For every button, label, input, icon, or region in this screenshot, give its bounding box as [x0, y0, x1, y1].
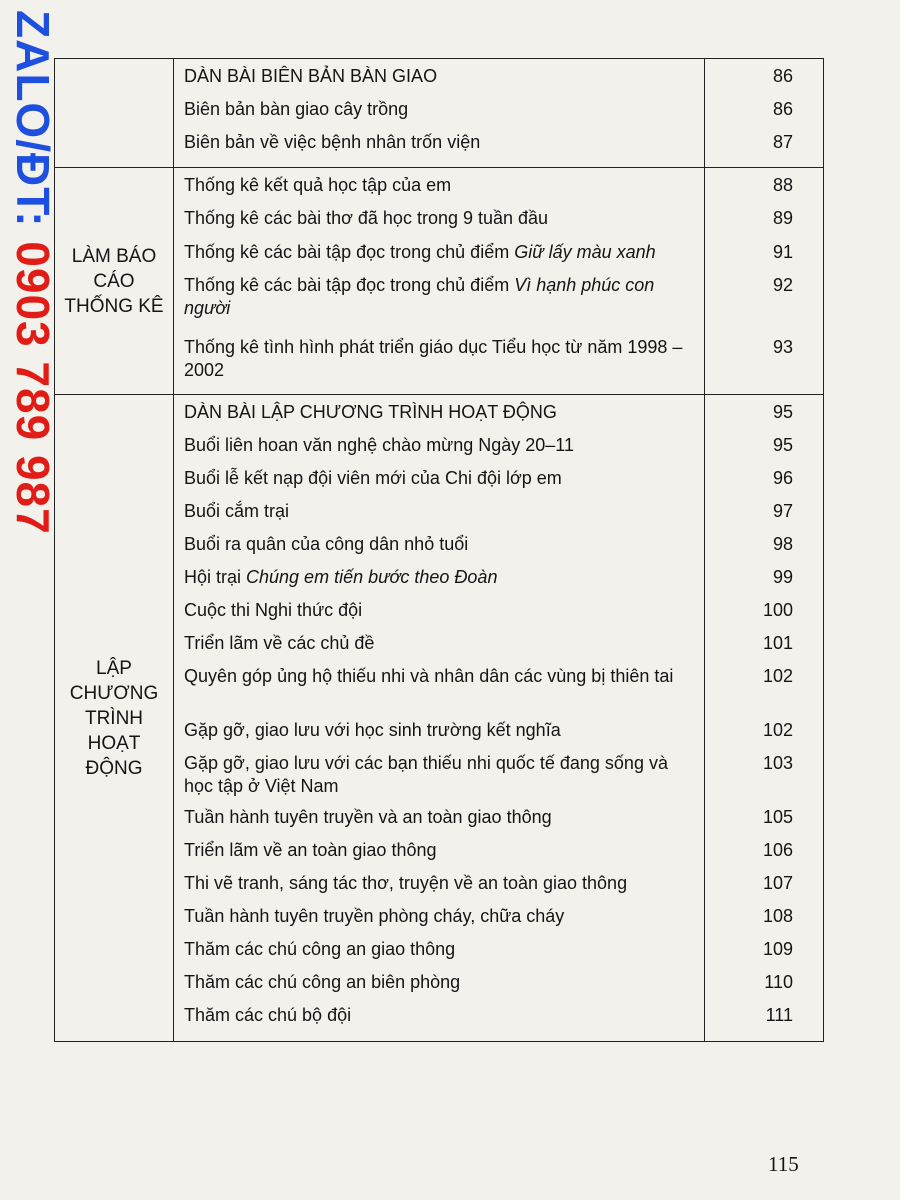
toc-entry-title: [184, 599, 698, 632]
entry-title-text: Buổi cắm trại: [184, 501, 290, 521]
entry-title-text: Thống kê các bài tập đọc trong chủ điểm: [184, 275, 515, 295]
toc-entry-title: [184, 434, 698, 467]
toc-entry-page: 96: [772, 468, 793, 488]
toc-entry-title: [184, 467, 698, 500]
toc-entry-page: 108: [762, 906, 793, 926]
toc-entry-title: [184, 806, 698, 839]
section-label-cell: [55, 59, 174, 168]
entry-title-text: Thống kê kết quả học tập của em: [184, 175, 452, 195]
entry-title-italic: Vì hạnh phúc con người: [184, 275, 655, 318]
toc-entry-title: [184, 938, 698, 971]
section-label: LÀM BÁO CÁO THỐNG KÊ: [64, 245, 164, 317]
entry-title-text: Buổi liên hoan văn nghệ chào mừng Ngày 20–11: [184, 435, 574, 455]
entry-title-italic: Giữ lấy màu xanh: [514, 242, 656, 262]
toc-entry-page: 110: [764, 972, 793, 992]
entry-title-italic: Chúng em tiến bước theo Đoàn: [246, 567, 498, 587]
entry-titles-cell: [174, 168, 705, 395]
entry-title-text: Buổi lễ kết nạp đội viên mới của Chi đội lớp em: [184, 468, 562, 488]
toc-entry-title: [184, 174, 698, 207]
toc-entry-title: [184, 905, 698, 938]
section-label-cell: [55, 168, 174, 395]
toc-entry-page: 101: [762, 633, 793, 653]
entry-title-text: Triển lãm về các chủ đề: [184, 633, 375, 653]
toc-entry-page: 95: [772, 402, 793, 422]
toc-entry-page: 100: [762, 600, 793, 620]
toc-entry-title: [184, 665, 698, 719]
contact-watermark: [2, 10, 60, 610]
entry-title-text: Triển lãm về an toàn giao thông: [184, 840, 437, 860]
page-numbers-cell: [705, 395, 824, 1042]
entry-title-text: Buổi ra quân của công dân nhỏ tuổi: [184, 534, 469, 554]
toc-entry-title: [184, 131, 698, 163]
toc-entry-page: 102: [762, 720, 793, 740]
toc-entry-title: [184, 566, 698, 599]
toc-entry-page: 106: [762, 840, 793, 860]
entry-title-text: Tuần hành tuyên truyền và an toàn giao thông: [184, 807, 552, 827]
entry-title-text: Gặp gỡ, giao lưu với học sinh trường kết nghĩa: [184, 720, 561, 740]
page-number: 115: [768, 1152, 799, 1176]
toc-entry-page: 98: [772, 534, 793, 554]
toc-entry-page: 92: [772, 275, 793, 295]
entry-titles-cell: [174, 395, 705, 1042]
toc-entry-title: [184, 839, 698, 872]
toc-entry-title: [184, 872, 698, 905]
toc-entry-page: 97: [772, 501, 793, 521]
entry-title-text: Thăm các chú bộ đội: [184, 1005, 352, 1025]
toc-entry-page: 107: [762, 873, 793, 893]
section-label-cell: [55, 395, 174, 1042]
toc-entry-page: 99: [772, 567, 793, 587]
entry-title-text: Cuộc thi Nghi thức đội: [184, 600, 363, 620]
entry-title-text: Thăm các chú công an giao thông: [184, 939, 456, 959]
toc-entry-page: 88: [772, 175, 793, 195]
entry-title-text: DÀN BÀI BIÊN BẢN BÀN GIAO: [184, 66, 438, 86]
toc-entry-title: [184, 752, 698, 806]
toc-entry-title: [184, 98, 698, 131]
section-label: LẬP CHƯƠNG TRÌNH HOẠT ĐỘNG: [69, 657, 159, 779]
watermark-zalo: ZALO/ĐT:: [7, 10, 59, 242]
toc-entry-page: 103: [762, 753, 793, 773]
entry-title-text: Gặp gỡ, giao lưu với các bạn thiếu nhi quốc tế đang sống và học tập ở Việt Nam: [184, 753, 668, 796]
entry-title-text: Thăm các chú công an biên phòng: [184, 972, 461, 992]
toc-section: [55, 395, 824, 1042]
toc-entry-page: 87: [772, 132, 793, 152]
toc-entry-title: [184, 533, 698, 566]
entry-title-text: Thống kê các bài tập đọc trong chủ điểm: [184, 242, 515, 262]
toc-entry-page: 109: [762, 939, 793, 959]
toc-entry-title: [184, 336, 698, 390]
entry-title-text: Thi vẽ tranh, sáng tác thơ, truyện về an toàn giao thông: [184, 873, 628, 893]
page-numbers-cell: [705, 168, 824, 395]
toc-entry-page: 95: [772, 435, 793, 455]
entry-title-text: Hội trại: [184, 567, 247, 587]
toc-entry-title: [184, 241, 698, 274]
watermark-phone: 0903 789 987: [7, 241, 59, 535]
toc-section: [55, 168, 824, 395]
entry-title-text: Biên bản bàn giao cây trồng: [184, 99, 409, 119]
toc-entry-page: 93: [772, 337, 793, 357]
toc-entry-page: 91: [772, 242, 793, 262]
table-of-contents: [54, 58, 824, 1042]
toc-entry-title: [184, 632, 698, 665]
toc-entry-title: [184, 401, 698, 434]
toc-entry-page: 111: [765, 1005, 793, 1025]
page-numbers-cell: [705, 59, 824, 168]
entry-title-text: Thống kê tình hình phát triển giáo dục Tiểu học từ năm 1998 – 2002: [184, 337, 683, 380]
entry-titles-cell: [174, 59, 705, 168]
entry-title-text: Quyên góp ủng hộ thiếu nhi và nhân dân các vùng bị thiên tai: [184, 666, 674, 686]
toc-entry-title: [184, 500, 698, 533]
toc-entry-page: 105: [762, 807, 793, 827]
entry-title-text: Tuần hành tuyên truyền phòng cháy, chữa cháy: [184, 906, 565, 926]
entry-title-text: Thống kê các bài thơ đã học trong 9 tuần đầu: [184, 208, 549, 228]
entry-title-text: DÀN BÀI LẬP CHƯƠNG TRÌNH HOẠT ĐỘNG: [184, 402, 557, 422]
toc-entry-title: [184, 971, 698, 1004]
toc-entry-title: [184, 207, 698, 241]
entry-title-text: Biên bản về việc bệnh nhân trốn viện: [184, 132, 481, 152]
toc-entry-title: [184, 1004, 698, 1037]
toc-entry-page: 86: [772, 66, 793, 86]
toc-entry-page: 89: [772, 208, 793, 228]
watermark-text: [8, 10, 58, 535]
toc-entry-page: 86: [772, 99, 793, 119]
toc-entry-title: [184, 274, 698, 336]
toc-entry-title: [184, 65, 698, 98]
toc-section: [55, 59, 824, 168]
toc-entry-title: [184, 719, 698, 752]
toc-entry-page: 102: [762, 666, 793, 686]
